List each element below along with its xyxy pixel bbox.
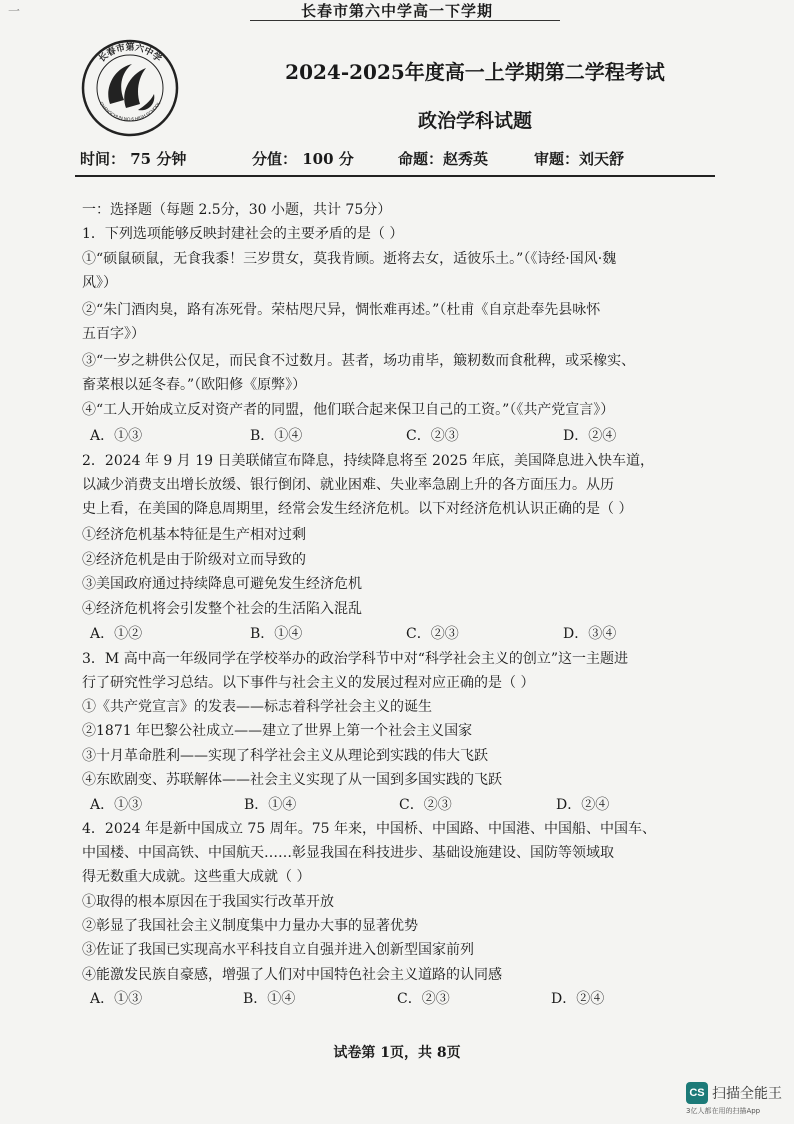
q3-statement-3: ③十月革命胜利——实现了科学社会主义从理论到实践的伟大飞跃 (82, 748, 488, 764)
q2-statement-3: ③美国政府通过持续降息可避免发生经济危机 (82, 576, 362, 592)
q3-option-c: C．②③ (399, 797, 452, 813)
q1-statement-4: ④“工人开始成立反对资产者的同盟，他们联合起来保卫自己的工资。”（《共产党宣言》） (82, 402, 615, 418)
q2-stem-2: 以减少消费支出增长放缓、银行倒闭、就业困难、失业率急剧上升的各方面压力。从历 (82, 477, 614, 493)
q3-stem-2: 行了研究性学习总结。以下事件与社会主义的发展过程对应正确的是（ ） (82, 675, 535, 691)
q3-statement-1: ①《共产党宣言》的发表——标志着科学社会主义的诞生 (82, 699, 432, 715)
camscanner-icon: CS (686, 1082, 708, 1104)
section-title: 一：选择题（每题 2.5分，30 小题，共计 75分） (82, 202, 392, 218)
q4-option-d: D．②④ (551, 991, 605, 1007)
q4-option-a: A．①③ (90, 991, 143, 1007)
q2-stem-1: 2．2024 年 9 月 19 日美联储宣布降息，持续降息将至 2025 年底，美国降息进入快车道， (82, 453, 655, 469)
svg-text:长春市第六中学 (96, 41, 164, 64)
q1-option-d: D．②④ (563, 428, 617, 444)
q4-stem-3: 得无数重大成就。这些重大成就（ ） (82, 869, 311, 885)
q4-stem-2: 中国楼、中国高铁、中国航天……彰显我国在科技进步、基础设施建设、国防等领域取 (82, 845, 614, 861)
q1-option-a: A．①③ (90, 428, 143, 444)
corner-mark: 一 (8, 4, 21, 18)
q2-statement-2: ②经济危机是由于阶级对立而导致的 (82, 552, 306, 568)
scanner-tagline: 3亿人都在用的扫描App (686, 1107, 761, 1115)
exam-subtitle: 政治学科试题 (417, 110, 532, 132)
header-divider (250, 20, 560, 21)
q4-option-c: C．②③ (397, 991, 450, 1007)
meta-divider (75, 175, 715, 177)
q2-statement-1: ①经济危机基本特征是生产相对过剩 (82, 527, 306, 543)
q1-statement-3-cont: 畜菜根以延冬春。”（欧阳修《原弊》） (82, 377, 307, 393)
scanner-watermark (686, 1082, 782, 1104)
q2-stem-3: 史上看，在美国的降息周期里，经常会发生经济危机。以下对经济危机认识正确的是（ ） (82, 501, 633, 517)
exam-score: 分值： 100 分 (252, 150, 354, 168)
q2-option-c: C．②③ (406, 626, 459, 642)
q3-option-d: D．②④ (556, 797, 610, 813)
q3-statement-4: ④东欧剧变、苏联解体——社会主义实现了从一国到多国实践的飞跃 (82, 772, 502, 788)
q1-statement-2: ②“朱门酒肉臭，路有冻死骨。荣枯咫尺异，惆怅难再述。”（杜甫《自京赴奉先县咏怀 (82, 302, 601, 318)
logo-ring-text-en: CHANGCHUN NO.6 HIGH SCHOOL (98, 100, 162, 122)
q4-option-b: B．①④ (243, 991, 296, 1007)
scanner-name: 扫描全能王 (712, 1086, 782, 1102)
q4-statement-2: ②彰显了我国社会主义制度集中力量办大事的显著优势 (82, 918, 418, 934)
q3-option-b: B．①④ (244, 797, 297, 813)
exam-title: 2024-2025年度高一上学期第二学程考试 (285, 60, 665, 84)
q1-option-b: B．①④ (250, 428, 303, 444)
q1-statement-1: ①“硕鼠硕鼠，无食我黍！三岁贯女，莫我肯顾。逝将去女，适彼乐土。”（《诗经·国风·魏 (82, 251, 617, 267)
q2-option-a: A．①② (90, 626, 143, 642)
q1-option-c: C．②③ (406, 428, 459, 444)
q4-stem-1: 4．2024 年是新中国成立 75 周年。75 年来，中国桥、中国路、中国港、中国船、中国车、 (82, 821, 656, 837)
q1-stem: 1．下列选项能够反映封建社会的主要矛盾的是（ ） (82, 226, 404, 242)
exam-reviewer: 审题：刘天舒 (534, 150, 625, 168)
q3-stem-1: 3．M 高中高一年级同学在学校举办的政治学科节中对“科学社会主义的创立”这一主题进 (82, 651, 629, 667)
q4-statement-4: ④能激发民族自豪感，增强了人们对中国特色社会主义道路的认同感 (82, 967, 502, 983)
q2-option-d: D．③④ (563, 626, 617, 642)
exam-author: 命题：赵秀英 (398, 150, 489, 168)
q4-statement-3: ③佐证了我国已实现高水平科技自立自强并进入创新型国家前列 (82, 942, 474, 958)
header-school-name: 长春市第六中学高一下学期 (300, 2, 493, 20)
school-emblem-logo (80, 38, 180, 138)
logo-ring-text: 长春市第六中学 (97, 43, 163, 65)
q1-statement-1-cont: 风》） (82, 275, 117, 291)
q2-statement-4: ④经济危机将会引发整个社会的生活陷入混乱 (82, 601, 362, 617)
q4-statement-1: ①取得的根本原因在于我国实行改革开放 (82, 894, 334, 910)
q1-statement-3: ③“一岁之耕供公仅足，而民食不过数月。甚者，场功甫毕，簸籾数而食秕稗，或采橡实、 (82, 353, 636, 369)
q3-statement-2: ②1871 年巴黎公社成立——建立了世界上第一个社会主义国家 (82, 723, 473, 739)
q2-option-b: B．①④ (250, 626, 303, 642)
page-footer: 试卷第 1页，共 8页 (333, 1045, 461, 1061)
q3-option-a: A．①③ (90, 797, 143, 813)
q1-statement-2-cont: 五百字》） (82, 326, 145, 342)
exam-time: 时间： 75 分钟 (80, 150, 187, 168)
